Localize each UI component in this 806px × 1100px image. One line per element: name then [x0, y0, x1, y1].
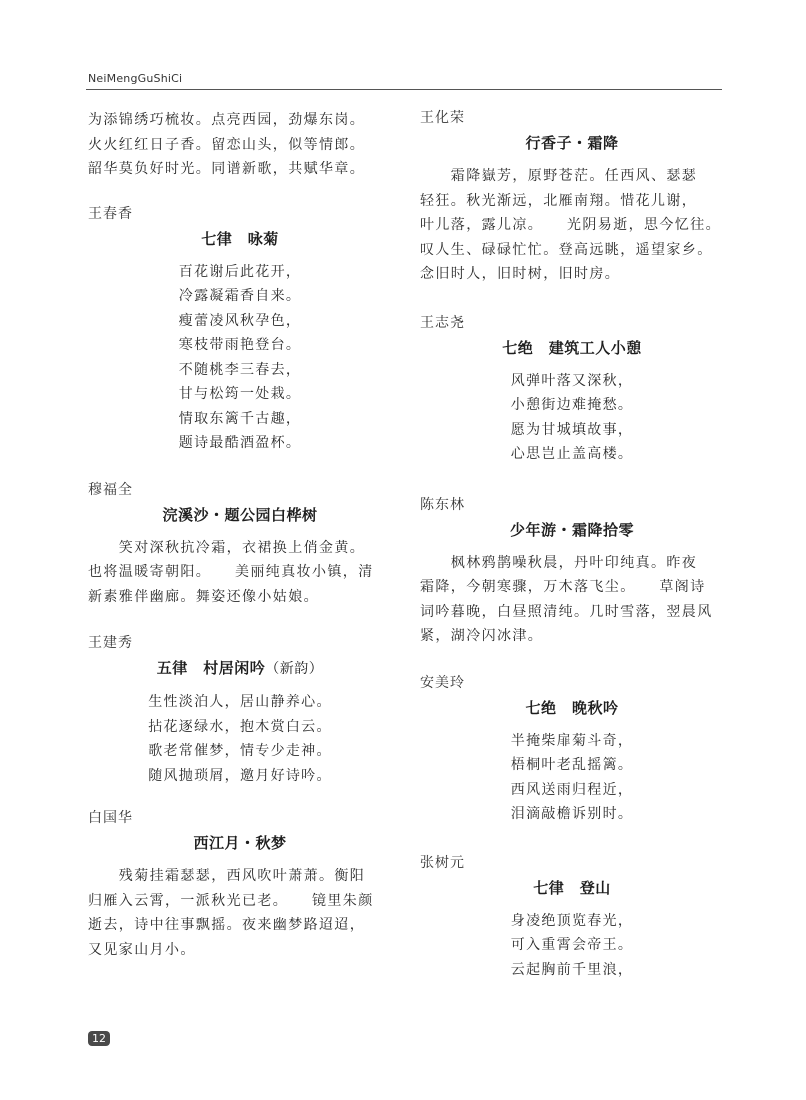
poem-line: 歌老常催梦，情专少走神。 [148, 743, 332, 759]
text-line: 霜降，今朝寒骤，万木落飞尘。 草阁诗 [420, 579, 706, 595]
author-name: 穆福全 [88, 481, 133, 498]
author-name: 王志尧 [420, 314, 465, 331]
poem-line: 梧桐叶老乱摇篱。 [510, 757, 634, 773]
poem-title [88, 657, 392, 680]
poem-line: 题诗最酷酒盈杯。 [178, 435, 302, 451]
text-line: 火火红红日子香。留恋山头，似等情郎。 [88, 136, 366, 153]
poem-line: 身凌绝顶览春光， [510, 912, 634, 929]
text-line: 轻狂。秋光渐远，北雁南翔。惜花儿谢， [420, 192, 698, 209]
poem-entry-cdl [420, 495, 724, 649]
poem-line: 半掩柴扉菊斗奇， [510, 732, 634, 749]
poem-title-text: 西江月・秋梦 [193, 834, 287, 852]
ci-body [88, 864, 392, 962]
author-name: 王化荣 [420, 110, 465, 126]
poem-title [420, 697, 724, 719]
poem-title [420, 519, 724, 541]
ci-body [88, 536, 392, 610]
author-name: 王建秀 [88, 635, 133, 651]
poem-line: 拈花逐绿水，抱木赏白云。 [148, 718, 332, 735]
text-line: 念旧时人，旧时树，旧时房。 [420, 266, 621, 282]
poem-entry-wcx [88, 204, 392, 456]
poem-line: 风弹叶落又深秋， [510, 372, 634, 389]
poem-title-text: 七绝 晚秋吟 [525, 698, 619, 717]
author-name: 安美玲 [420, 674, 465, 691]
text-line: 也将温暖寄朝阳。 美丽纯真妆小镇，清 [88, 564, 374, 580]
left-column [88, 108, 392, 962]
text-line: 词吟暮晚，白昼照清纯。几时雪落，翌晨风 [420, 603, 713, 620]
poem-line: 随风抛琐屑，邀月好诗吟。 [148, 767, 332, 784]
author-name: 陈东林 [420, 496, 465, 513]
poem-line: 不随桃李三春去， [178, 361, 302, 378]
poem-title-text: 行香子・霜降 [525, 134, 619, 152]
poem-entry-wjx [88, 633, 392, 788]
text-line: 叹人生、碌碌忙忙。登高远眺，遥望家乡。 [420, 241, 713, 258]
author-name: 白国华 [88, 810, 133, 826]
text-line: 残菊挂霜瑟瑟，西风吹叶萧萧。衡阳 [118, 868, 366, 884]
poem-body [88, 690, 392, 788]
poem-title-text: 七律 咏菊 [201, 229, 279, 248]
poem-title [88, 504, 392, 526]
poem-entry-mfq [88, 480, 392, 610]
continued-text [88, 108, 392, 182]
poem-line: 生性淡泊人，居山静养心。 [148, 694, 332, 710]
text-line: 叶儿落，露儿凉。 光阴易逝，思今忆往。 [420, 217, 721, 233]
poem-line: 冷露凝霜香自来。 [178, 288, 302, 304]
poem-title [420, 337, 724, 359]
poem-title-text: 七律 登山 [533, 878, 611, 897]
text-line: 枫林鸦鹊噪秋晨，丹叶印纯真。昨夜 [450, 554, 698, 571]
poem-line: 可入重霄会帝王。 [510, 937, 634, 953]
poem-title [88, 832, 392, 854]
poem-body [88, 260, 392, 456]
poem-line: 心思岂止盖高楼。 [510, 446, 634, 462]
poem-line: 百花谢后此花开， [178, 263, 302, 280]
text-line: 紧，湖冷闪冰津。 [420, 628, 544, 644]
ci-body [420, 551, 724, 649]
author-name: 王春香 [88, 205, 133, 222]
poem-title [88, 228, 392, 250]
text-line: 笑对深秋抗冷霜，衣裙换上俏金黄。 [118, 539, 366, 556]
poem-entry-cont [88, 108, 392, 182]
poem-entry-wzy [420, 313, 724, 467]
poem-line: 西风送雨归程近， [510, 781, 634, 798]
poem-title-text: 七绝 建筑工人小憩 [502, 338, 642, 357]
poem-title [420, 877, 724, 899]
poem-entry-zsy [420, 853, 724, 983]
poem-body [420, 729, 724, 827]
author-name: 张树元 [420, 854, 465, 871]
poem-title-text: 五律 村居闲吟 [156, 659, 266, 677]
poem-line: 云起胸前千里浪， [510, 961, 634, 978]
text-line: 韶华莫负好时光。同谱新歌，共赋华章。 [88, 161, 366, 177]
poem-line: 甘与松筠一处栽。 [178, 386, 302, 402]
text-line: 归雁入云霄，一派秋光已老。 镜里朱颜 [88, 892, 374, 909]
text-line: 为添锦绣巧梳妆。点亮西园，劲爆东岗。 [88, 112, 366, 128]
poem-entry-whr [420, 108, 724, 287]
header-rule [86, 89, 722, 90]
page-number: 12 [88, 1031, 110, 1046]
poem-line: 瘦蕾凌风秋孕色， [178, 312, 302, 329]
poem-line: 愿为甘城填故事， [510, 421, 634, 438]
poem-title [420, 132, 724, 154]
ci-body [420, 164, 724, 287]
poem-title-note: （新韵） [265, 661, 324, 677]
poem-entry-aml [420, 673, 724, 827]
poem-entry-bgh [88, 808, 392, 962]
poem-body [420, 909, 724, 983]
running-header: NeiMengGuShiCi [88, 72, 183, 85]
poem-line: 小憩街边难掩愁。 [510, 397, 634, 413]
poem-line: 情取东篱千古趣， [178, 410, 302, 427]
poem-title-text: 浣溪沙・题公园白桦树 [162, 505, 318, 524]
poem-line: 泪滴敲檐诉别时。 [510, 806, 634, 822]
text-line: 新素雅伴幽廊。舞姿还像小姑娘。 [88, 588, 319, 605]
text-line: 逝去，诗中往事飘摇。夜来幽梦路迢迢， [88, 917, 366, 933]
text-line: 又见家山月小。 [88, 941, 196, 958]
poem-title-text: 少年游・霜降拾零 [509, 520, 634, 539]
right-column [420, 108, 724, 982]
poem-body [420, 369, 724, 467]
poem-line: 寒枝带雨艳登台。 [178, 337, 302, 353]
text-line: 霜降嶽芳，原野苍茫。任西风、瑟瑟 [450, 168, 698, 184]
